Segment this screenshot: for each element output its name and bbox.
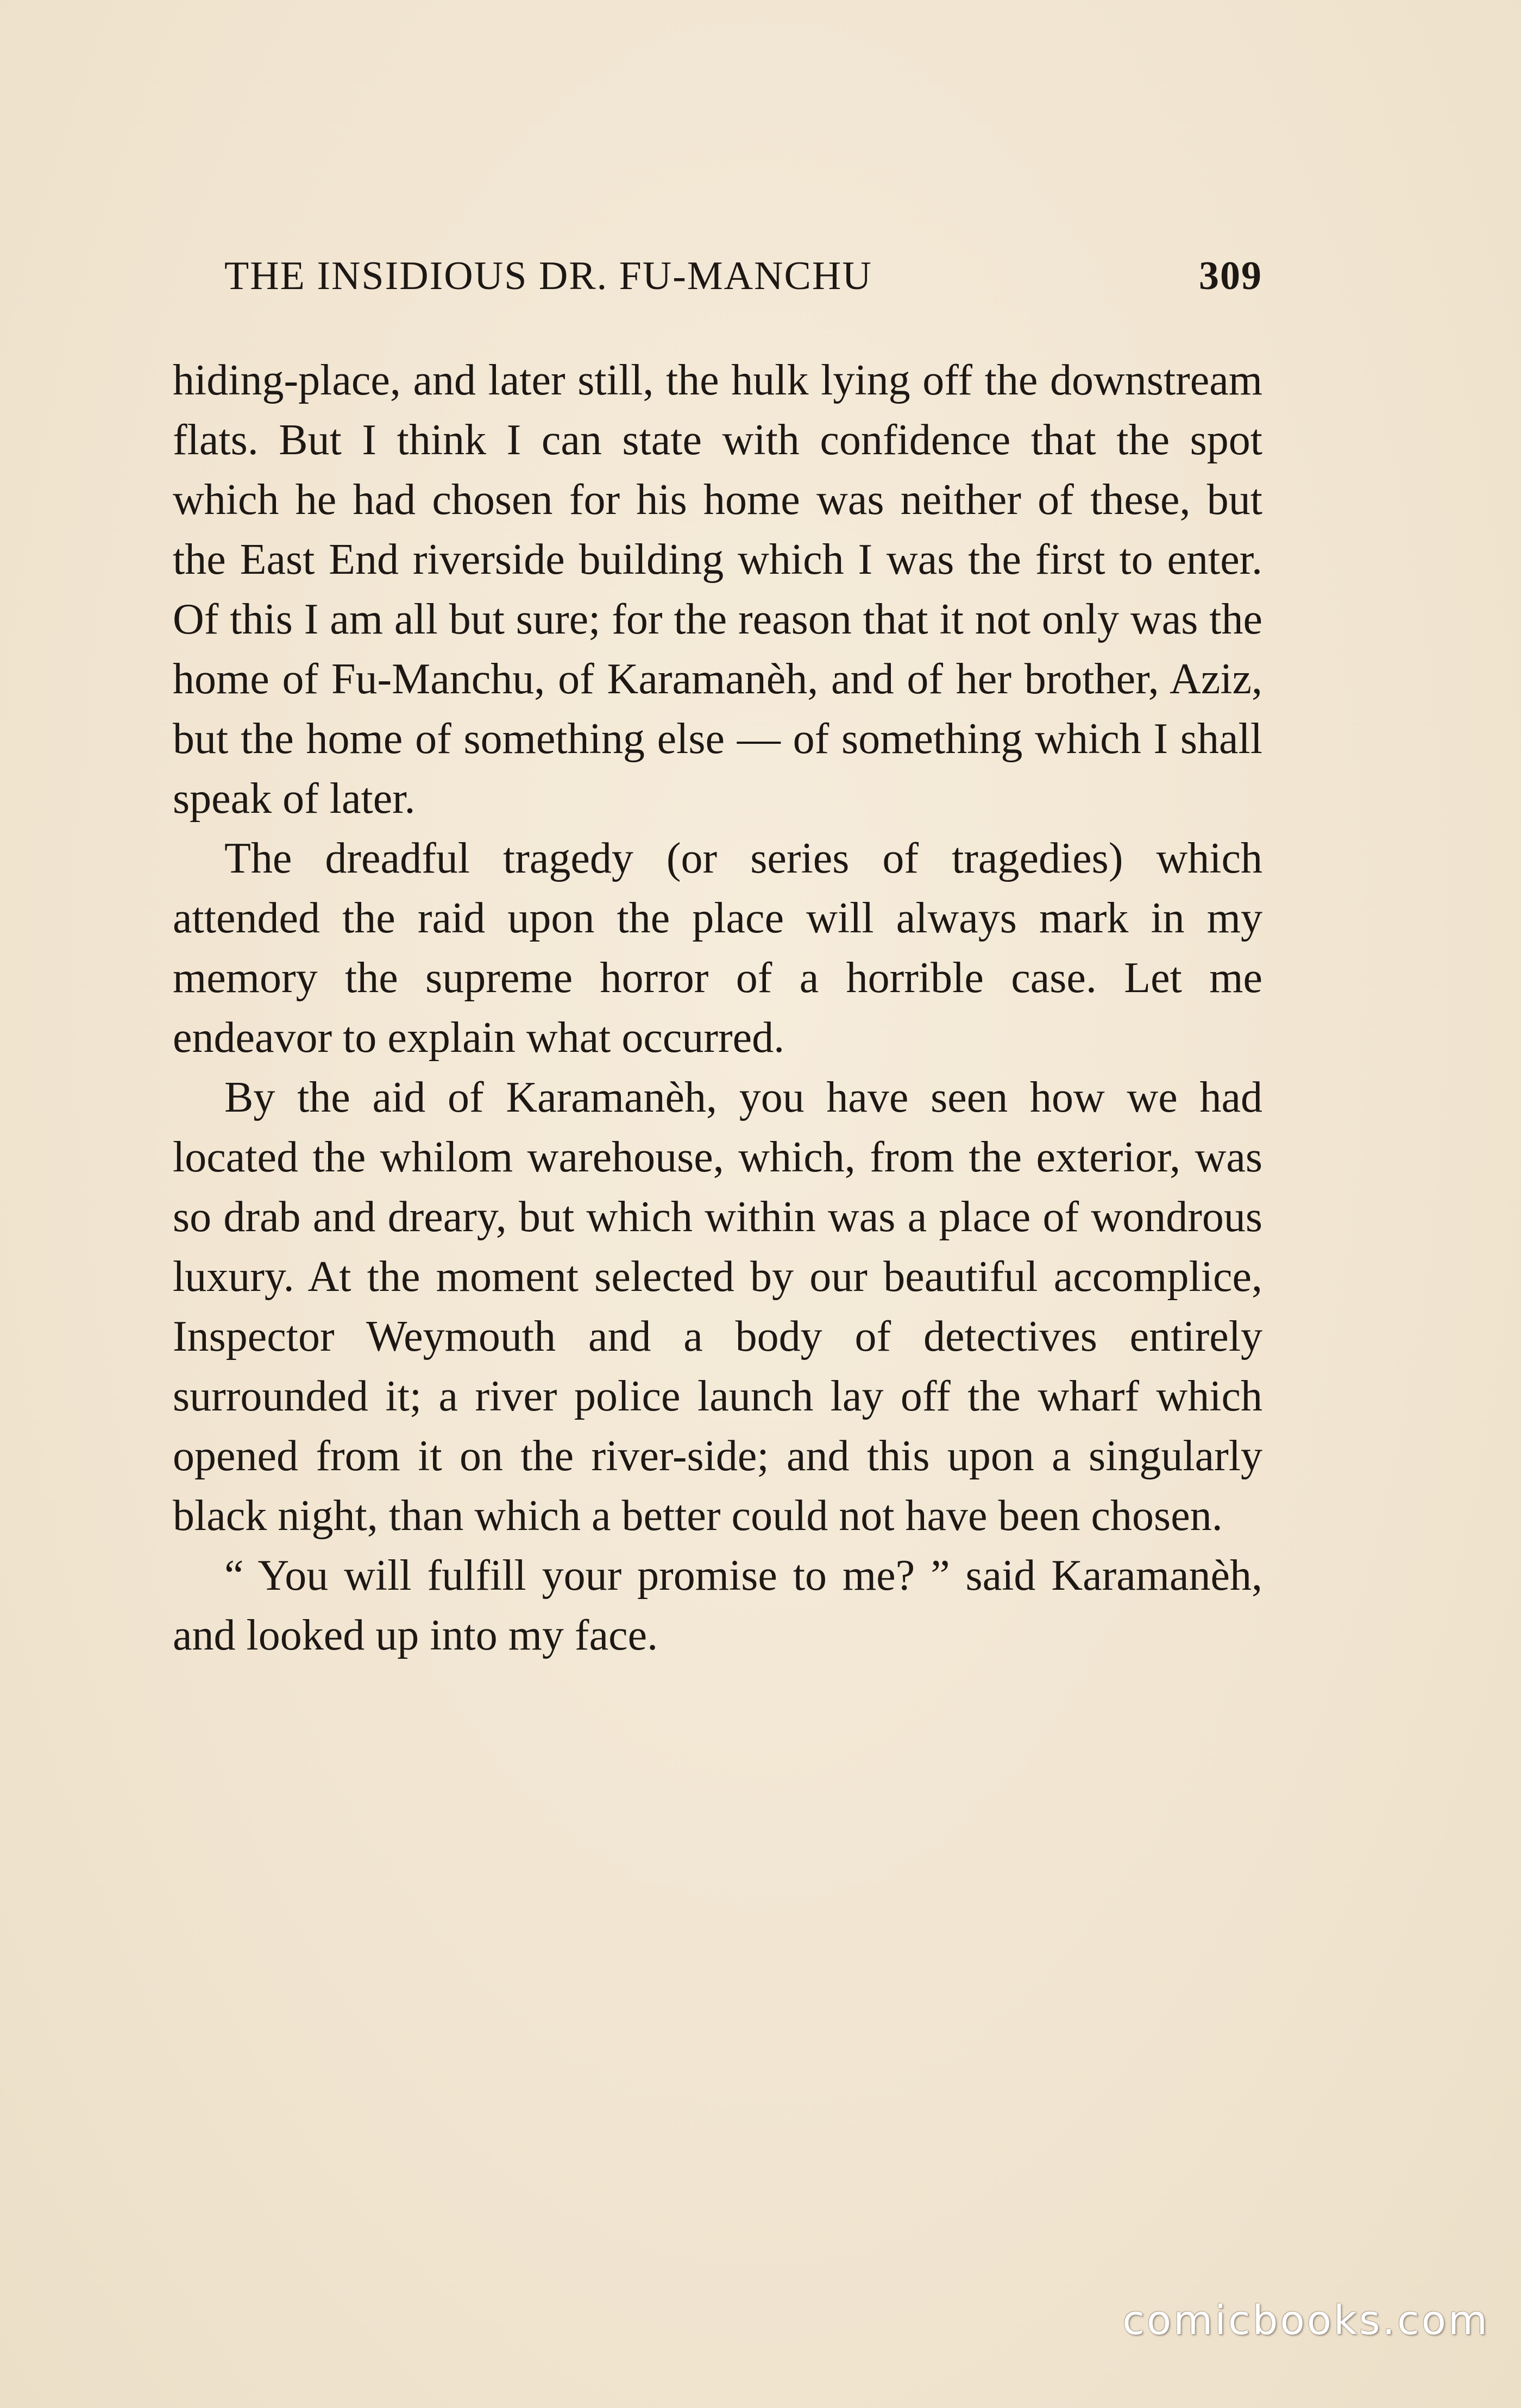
body-text — [173, 350, 1262, 1665]
paragraph: “ You will fulfill your promise to me? ” said Karamanèh, and looked up into my face. — [173, 1552, 1262, 1659]
page-number: 309 — [1199, 254, 1262, 298]
running-title: THE INSIDIOUS DR. FU-MANCHU — [224, 254, 872, 298]
paragraph: The dreadful tragedy (or series of tragedies) which attended the raid upon the place will always mark in my memory the supreme horror of a horrible case. Let me endeavor to explain what occurred. — [173, 835, 1262, 1062]
paragraph: By the aid of Karamanèh, you have seen how we had located the whilom warehouse, which, from the exterior, was so drab and dreary, but which within was a place of wondrous luxury. At the moment selected by our beautiful accomplice, Inspector Weymouth and a body of detectives entirely surrounded it; a river police launch lay off the wharf which opened from it on the river-side; and this upon a singularly black night, than which a better could not have been chosen. — [173, 1074, 1262, 1540]
watermark: comicbooks.com — [1122, 2297, 1489, 2344]
running-header — [173, 253, 1262, 313]
paragraph: hiding-place, and later still, the hulk lying off the downstream flats. But I think I can state with confidence that the spot which he had chosen for his home was neither of these, but the East End riverside building which I was the first to enter. Of this I am all but sure; for the reason that it not only was the home of Fu-Manchu, of Karamanèh, and of her brother, Aziz, but the home of something else — of something which I shall speak of later. — [173, 356, 1262, 823]
